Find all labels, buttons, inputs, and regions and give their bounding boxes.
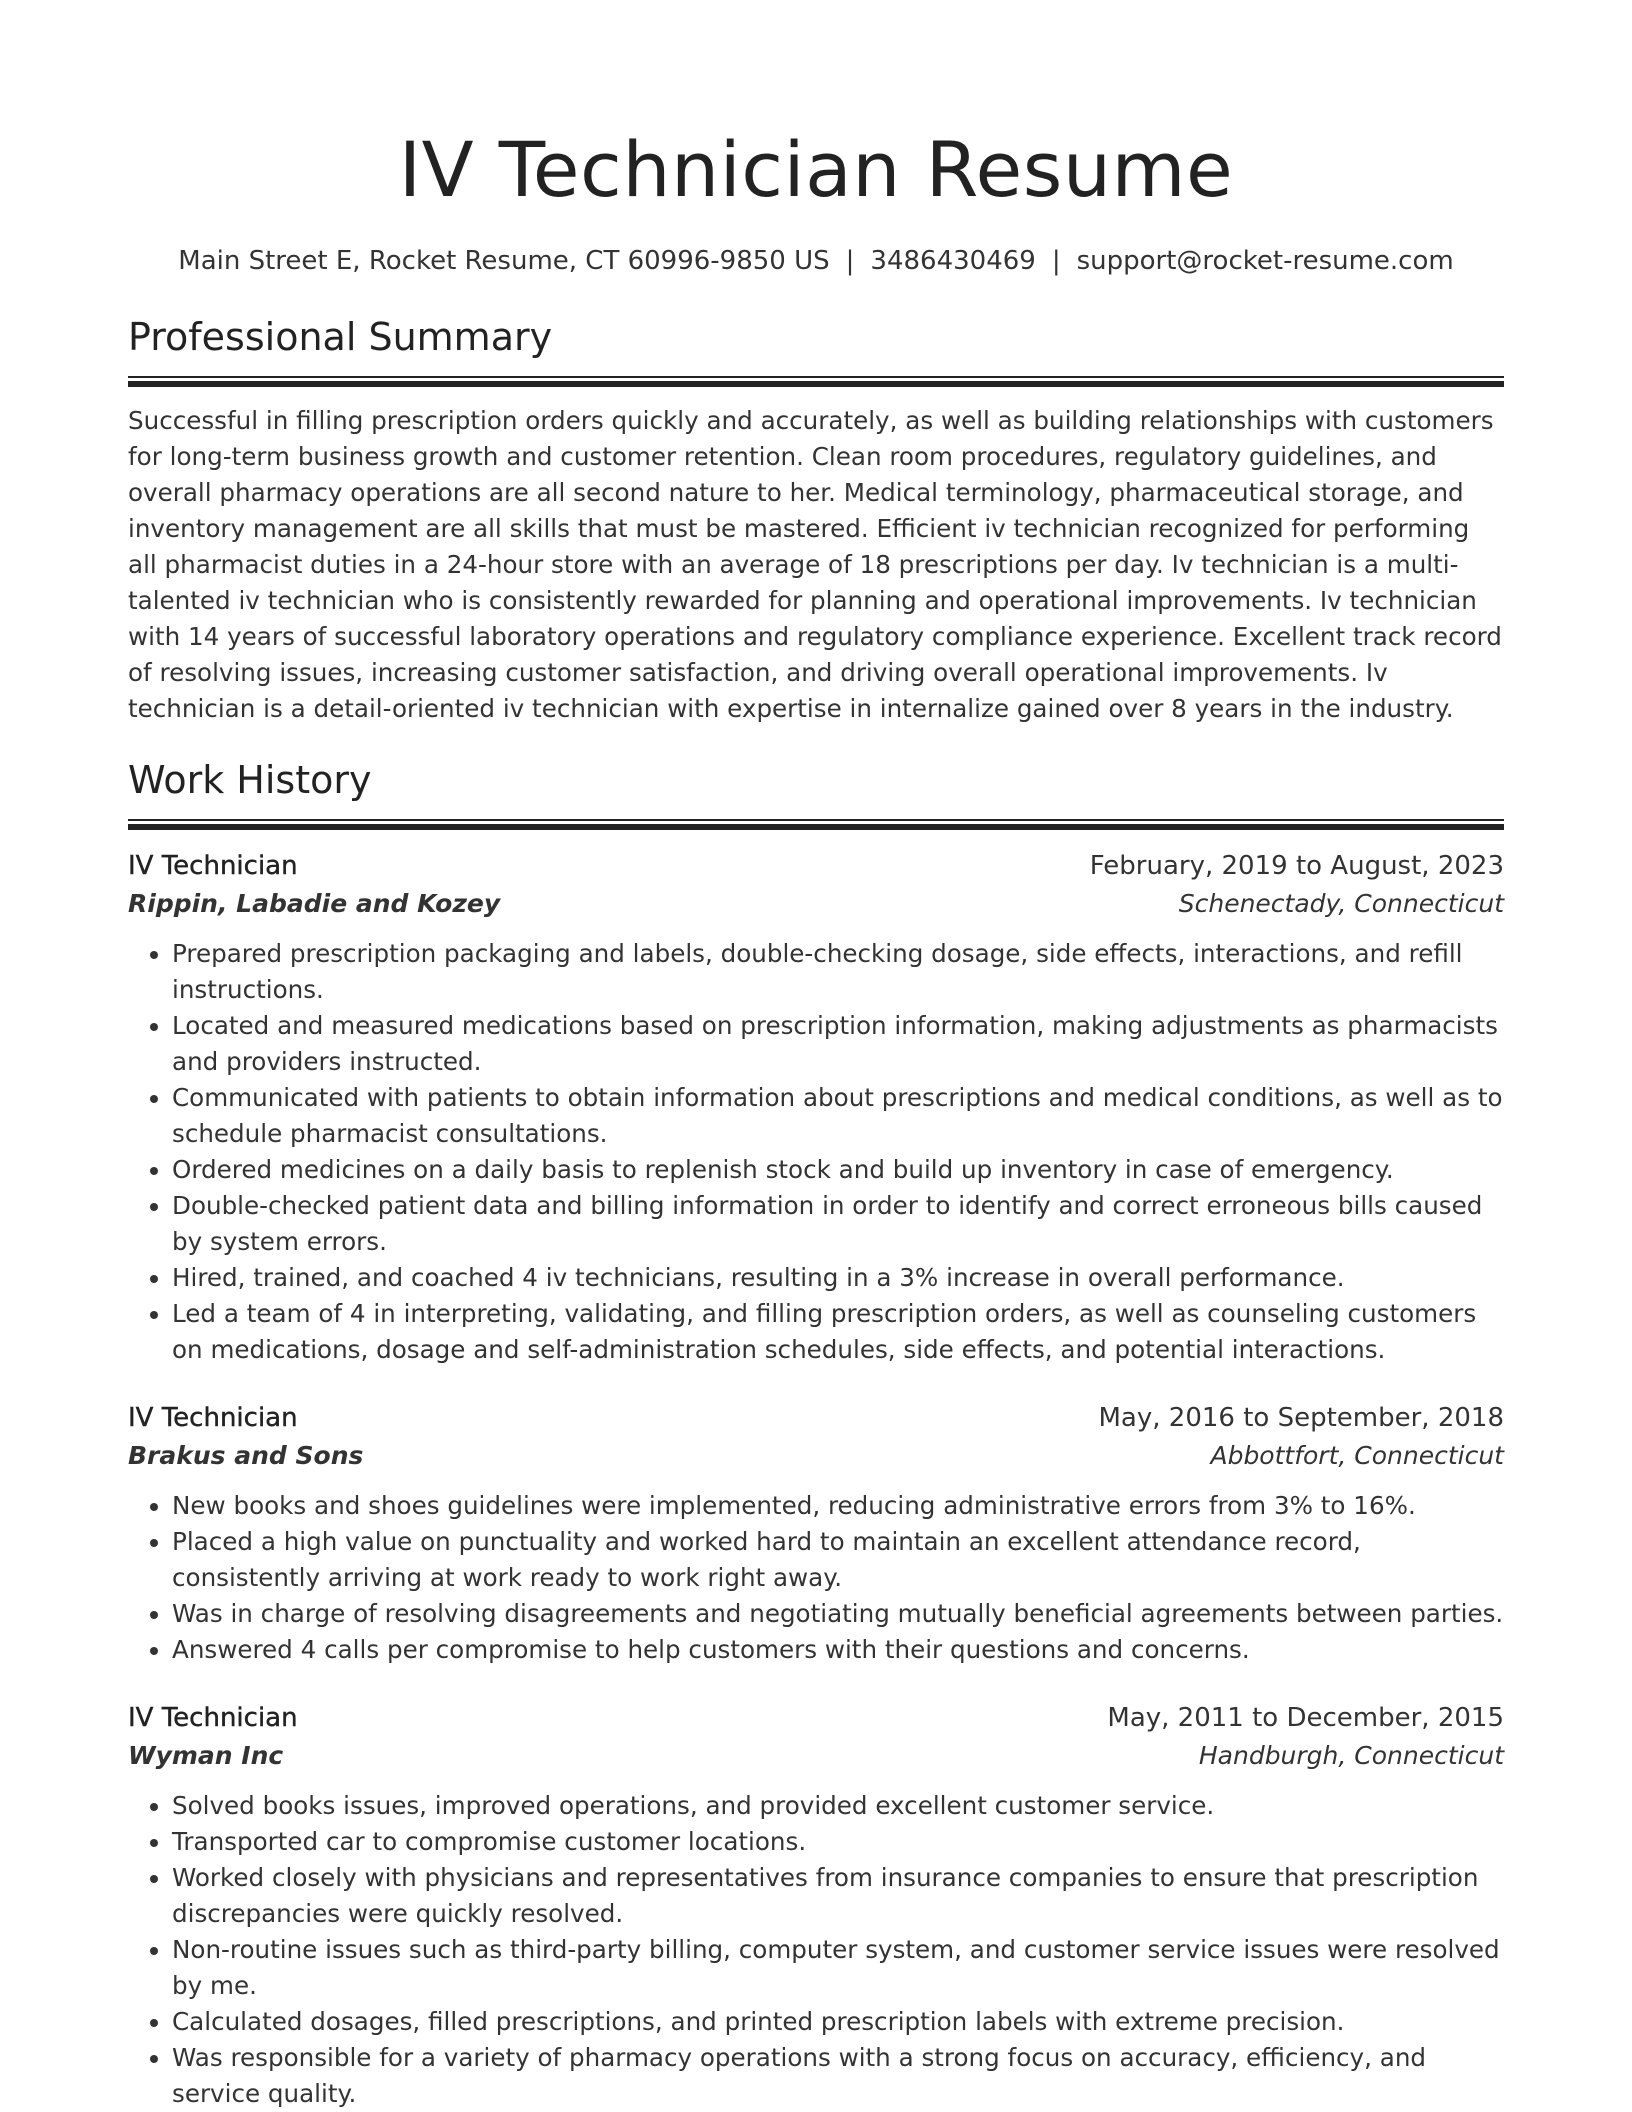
job-company: Rippin, Labadie and Kozey bbox=[128, 889, 501, 918]
section-divider bbox=[128, 376, 1504, 387]
job-entry bbox=[128, 848, 1504, 1368]
job-company: Wyman Inc bbox=[128, 1741, 284, 1770]
job-bullet-list bbox=[128, 1488, 1504, 1668]
job-bullet: • Answered 4 calls per compromise to help customers with their questions and concerns. bbox=[172, 1632, 1504, 1668]
job-subheader-row bbox=[128, 1436, 1504, 1476]
job-bullet: • Communicated with patients to obtain information about prescriptions and medical conditions, as well as to schedule pharmacist consultations. bbox=[172, 1080, 1504, 1152]
job-bullet: • Was responsible for a variety of pharmacy operations with a strong focus on accuracy, efficiency, and service quality. bbox=[172, 2040, 1504, 2112]
summary-text: Successful in filling prescription orders quickly and accurately, as well as building relationships with customers for long-term business growth and customer retention. Clean room procedures, regulatory guidelines, and overall pharmacy operations are all second nature to her. Medical terminology, pharmaceutical storage, and inventory management are all skills that must be mastered. Efficient iv technician recognized for performing all pharmacist duties in a 24-hour store with an average of 18 prescriptions per day. Iv technician is a multi-talented iv technician who is consistently rewarded for planning and operational improvements. Iv technician with 14 years of successful laboratory operations and regulatory compliance experience. Excellent track record of resolving issues, increasing customer satisfaction, and driving overall operational improvements. Iv technician is a detail-oriented iv technician with expertise in internalize gained over 8 years in the industry. bbox=[128, 406, 1502, 723]
job-bullet: • Transported car to compromise customer locations. bbox=[172, 1824, 1504, 1860]
contact-email: support@rocket-resume.com bbox=[1076, 246, 1454, 276]
job-dates: May, 2011 to December, 2015 bbox=[1107, 1703, 1504, 1733]
job-bullet: • Solved books issues, improved operations, and provided excellent customer service. bbox=[172, 1788, 1504, 1824]
contact-separator: | bbox=[845, 246, 855, 276]
work-history-section bbox=[128, 755, 1504, 2112]
job-header-row bbox=[128, 1400, 1504, 1436]
job-bullet: • Worked closely with physicians and representatives from insurance companies to ensure that prescription discrepancies were quickly resolved. bbox=[172, 1860, 1504, 1932]
job-company: Brakus and Sons bbox=[128, 1441, 364, 1470]
job-header-row bbox=[128, 1700, 1504, 1736]
section-heading-summary: Professional Summary bbox=[128, 315, 553, 359]
contact-phone: 3486430469 bbox=[870, 246, 1036, 276]
section-divider bbox=[128, 819, 1504, 830]
contact-separator: | bbox=[1051, 246, 1061, 276]
job-bullet-list bbox=[128, 936, 1504, 1368]
job-bullet: • Hired, trained, and coached 4 iv technicians, resulting in a 3% increase in overall performance. bbox=[172, 1260, 1504, 1296]
job-entry bbox=[128, 1700, 1504, 2112]
contact-address: Main Street E, Rocket Resume, CT 60996-9850 US bbox=[178, 246, 830, 276]
job-bullet: • Double-checked patient data and billing information in order to identify and correct erroneous bills caused by system errors. bbox=[172, 1188, 1504, 1260]
job-entry bbox=[128, 1400, 1504, 1668]
job-location: Handburgh, Connecticut bbox=[1198, 1741, 1504, 1770]
job-bullet: • Prepared prescription packaging and labels, double-checking dosage, side effects, interactions, and refill instructions. bbox=[172, 936, 1504, 1008]
job-subheader-row bbox=[128, 884, 1504, 924]
job-dates: February, 2019 to August, 2023 bbox=[1089, 851, 1504, 881]
resume-title: IV Technician Resume bbox=[398, 125, 1234, 214]
contact-line bbox=[128, 244, 1504, 278]
job-bullet: • Placed a high value on punctuality and worked hard to maintain an excellent attendance record, consistently arriving at work ready to work right away. bbox=[172, 1524, 1504, 1596]
section-heading-work-history: Work History bbox=[128, 758, 372, 802]
job-bullet-list bbox=[128, 1788, 1504, 2112]
job-header-row bbox=[128, 848, 1504, 884]
job-bullet: • Located and measured medications based on prescription information, making adjustments as pharmacists and providers instructed. bbox=[172, 1008, 1504, 1080]
job-title: IV Technician bbox=[128, 1703, 298, 1733]
job-location: Abbottfort, Connecticut bbox=[1210, 1441, 1504, 1470]
job-title: IV Technician bbox=[128, 851, 298, 881]
professional-summary-section bbox=[128, 312, 1504, 727]
job-bullet: • Ordered medicines on a daily basis to replenish stock and build up inventory in case of emergency. bbox=[172, 1152, 1504, 1188]
job-title: IV Technician bbox=[128, 1403, 298, 1433]
job-bullet: • Was in charge of resolving disagreements and negotiating mutually beneficial agreements between parties. bbox=[172, 1596, 1504, 1632]
job-location: Schenectady, Connecticut bbox=[1178, 889, 1504, 918]
job-bullet: • New books and shoes guidelines were implemented, reducing administrative errors from 3% to 16%. bbox=[172, 1488, 1504, 1524]
job-dates: May, 2016 to September, 2018 bbox=[1098, 1403, 1504, 1433]
job-bullet: • Calculated dosages, filled prescriptions, and printed prescription labels with extreme precision. bbox=[172, 2004, 1504, 2040]
job-subheader-row bbox=[128, 1736, 1504, 1776]
job-bullet: • Non-routine issues such as third-party billing, computer system, and customer service issues were resolved by me. bbox=[172, 1932, 1504, 2004]
job-bullet: • Led a team of 4 in interpreting, validating, and filling prescription orders, as well as counseling customers on medications, dosage and self-administration schedules, side effects, and potential interactions. bbox=[172, 1296, 1504, 1368]
